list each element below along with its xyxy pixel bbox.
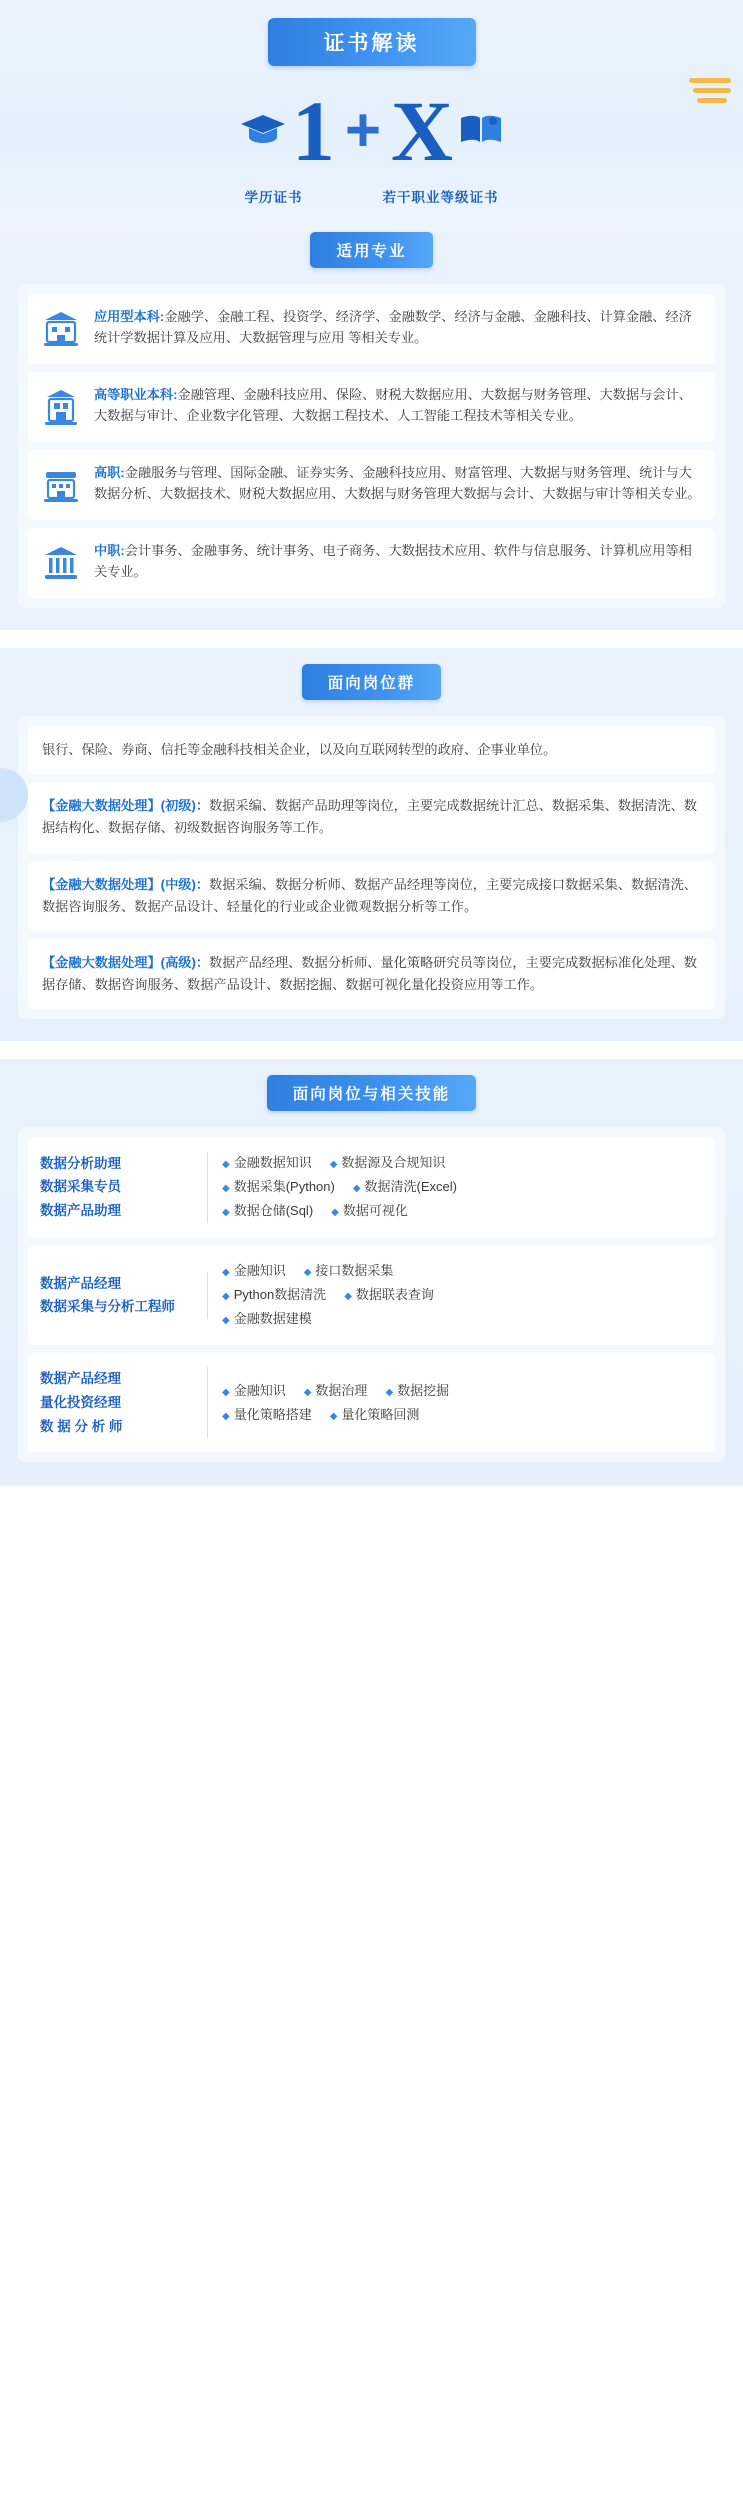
- skill-item-label: 数据治理: [315, 1382, 368, 1398]
- jobs-section: [0, 648, 743, 1041]
- diamond-bullet-icon: ◆: [352, 1183, 361, 1195]
- skill-item-label: 数据仓储(Sql): [233, 1203, 314, 1219]
- major-label: 中职:: [94, 543, 125, 558]
- major-text: [94, 306, 703, 352]
- skill-roles: [40, 1367, 208, 1438]
- skill-card: [28, 1245, 715, 1345]
- major-body: 会计事务、金融事务、统计事务、电子商务、大数据技术应用、软件与信息服务、计算机应用等相关专业。: [94, 543, 692, 580]
- campus-icon: [38, 462, 84, 508]
- skill-item-label: Python数据清洗: [233, 1287, 327, 1303]
- majors-section: [0, 232, 743, 630]
- diamond-bullet-icon: ◆: [222, 1386, 230, 1398]
- major-label: 高职:: [94, 465, 125, 480]
- skill-card: [28, 1353, 715, 1452]
- major-label: 高等职业本科:: [94, 387, 178, 402]
- skill-roles: [40, 1272, 208, 1319]
- diamond-bullet-icon: ◆: [303, 1267, 312, 1279]
- skill-role: 数 据 分 析 师: [40, 1418, 123, 1434]
- graduation-cap-icon: [240, 112, 286, 151]
- diamond-bullet-icon: ◆: [385, 1386, 394, 1398]
- major-text: [94, 384, 703, 430]
- skill-item-label: 量化策略回测: [341, 1406, 420, 1422]
- major-body: 金融服务与管理、国际金融、证券实务、金融科技应用、财富管理、大数据与财务管理、统计与大数据分析、大数据技术、财税大数据应用、大数据与财务管理大数据与会计、大数据与审计等相关专业。: [94, 465, 701, 502]
- major-card: [28, 450, 715, 520]
- skill-role: 数据采集与分析工程师: [40, 1299, 175, 1315]
- hero-subtitle-right: 若干职业等级证书: [382, 190, 499, 205]
- skills-panel: [18, 1127, 725, 1462]
- hero-subtitle-left: 学历证书: [244, 190, 303, 205]
- hero-letter-x: X: [391, 83, 454, 179]
- skill-item-label: 数据源及合规知识: [341, 1155, 446, 1171]
- job-label: 【金融大数据处理】(中级)：: [42, 876, 210, 892]
- diamond-bullet-icon: ◆: [222, 1267, 230, 1279]
- hero-section: [0, 0, 743, 232]
- skill-item-label: 数据联表查询: [355, 1287, 434, 1303]
- skill-item-label: 金融知识: [233, 1382, 286, 1398]
- major-body: 金融管理、金融科技应用、保险、财税大数据应用、大数据与财务管理、大数据与会计、大数据与审计、企业数字化管理、大数据工程技术、人工智能工程技术等相关专业。: [94, 387, 692, 424]
- skill-role: 数据产品经理: [40, 1371, 121, 1387]
- skill-item-label: 数据采集(Python): [233, 1179, 335, 1195]
- major-text: [94, 462, 703, 508]
- diamond-bullet-icon: ◆: [329, 1159, 338, 1171]
- diamond-bullet-icon: ◆: [222, 1410, 230, 1422]
- skill-item-label: 数据清洗(Excel): [364, 1179, 457, 1195]
- skill-items: [208, 1151, 703, 1223]
- major-card: [28, 372, 715, 442]
- skill-role: 数据产品助理: [40, 1203, 121, 1219]
- skill-item-label: 金融知识: [233, 1263, 286, 1279]
- skills-section: [0, 1059, 743, 1486]
- skill-item-label: 数据可视化: [342, 1203, 408, 1219]
- major-body: 金融学、金融工程、投资学、经济学、金融数学、经济与金融、金融科技、计算金融、经济统计学数据计算及应用、大数据管理与应用 等相关专业。: [94, 309, 692, 346]
- skill-item-label: 金融数据知识: [233, 1155, 312, 1171]
- diamond-bullet-icon: ◆: [222, 1207, 230, 1219]
- job-body: 银行、保险、券商、信托等金融科技相关企业，以及向互联网转型的政府、企事业单位。: [42, 742, 557, 757]
- skill-item-label: 量化策略搭建: [233, 1406, 312, 1422]
- skill-role: 量化投资经理: [40, 1395, 121, 1411]
- major-card: [28, 528, 715, 598]
- diamond-bullet-icon: ◆: [222, 1183, 230, 1195]
- open-book-icon: [459, 112, 503, 151]
- page-title: 证书解读: [268, 18, 476, 66]
- section-title-jobs: 面向岗位群: [302, 664, 442, 700]
- skill-roles: [40, 1152, 208, 1223]
- school-building-icon: [38, 306, 84, 352]
- job-body: 数据产品经理、数据分析师、量化策略研究员等岗位，主要完成数据标准化处理、数据存储、数据咨询服务、数据产品设计、数据挖掘、数据可视化量化投资应用等工作。: [42, 954, 697, 993]
- hero-plus-sign: +: [344, 96, 382, 165]
- diamond-bullet-icon: ◆: [222, 1159, 230, 1171]
- job-card: [28, 861, 715, 931]
- jobs-panel: [18, 716, 725, 1019]
- skill-card: [28, 1137, 715, 1237]
- job-label: 【金融大数据处理】(高级)：: [42, 954, 210, 970]
- diamond-bullet-icon: ◆: [331, 1207, 339, 1219]
- classical-building-icon: [38, 540, 84, 586]
- job-body: 数据采编、数据产品助理等岗位，主要完成数据统计汇总、数据采集、数据清洗、数据结构化、数据存储、初级数据咨询服务等工作。: [42, 798, 697, 836]
- skill-item-label: 接口数据采集: [315, 1263, 394, 1279]
- skill-item-label: 金融数据建模: [233, 1311, 312, 1327]
- hero-numeral-one: 1: [291, 83, 335, 179]
- job-label: 【金融大数据处理】(初级)：: [42, 798, 210, 814]
- skill-item-label: 数据挖掘: [397, 1382, 450, 1398]
- diamond-bullet-icon: ◆: [303, 1386, 312, 1398]
- diamond-bullet-icon: ◆: [222, 1315, 230, 1327]
- bank-building-icon: [38, 384, 84, 430]
- job-card: [28, 939, 715, 1009]
- skill-items: [208, 1379, 703, 1427]
- diamond-bullet-icon: ◆: [344, 1291, 352, 1303]
- job-card: [28, 782, 715, 852]
- major-text: [94, 540, 703, 586]
- hero-main: [0, 83, 743, 179]
- diamond-bullet-icon: ◆: [329, 1410, 338, 1422]
- majors-panel: [18, 284, 725, 608]
- skill-role: 数据分析助理: [40, 1155, 121, 1171]
- section-title-skills: 面向岗位与相关技能: [267, 1075, 477, 1111]
- major-label: 应用型本科:: [94, 309, 165, 324]
- job-body: 数据采编、数据分析师、数据产品经理等岗位，主要完成接口数据采集、数据清洗、数据咨询服务、数据产品设计、轻量化的行业或企业微观数据分析等工作。: [42, 876, 697, 914]
- skill-role: 数据采集专员: [40, 1179, 121, 1195]
- skill-items: [208, 1259, 703, 1331]
- skill-role: 数据产品经理: [40, 1275, 121, 1291]
- diamond-bullet-icon: ◆: [222, 1291, 230, 1303]
- section-title-majors: 适用专业: [310, 232, 432, 268]
- major-card: [28, 294, 715, 364]
- job-card: [28, 726, 715, 774]
